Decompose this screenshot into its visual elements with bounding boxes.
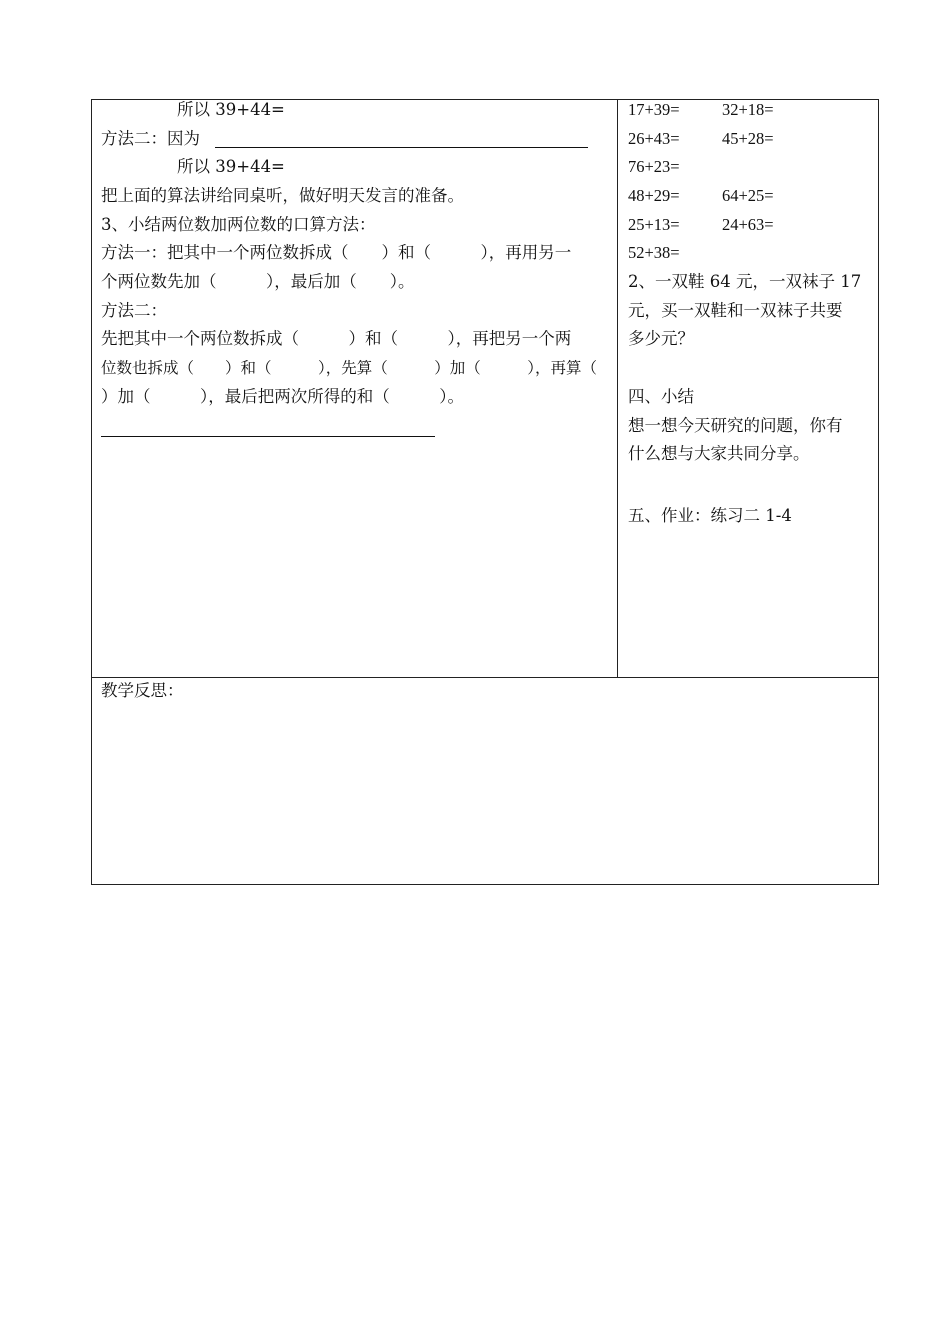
- exercise-item: 26+43=: [628, 129, 680, 148]
- section-heading: 四、小结: [628, 387, 694, 406]
- exercise-item: 45+28=: [722, 129, 774, 148]
- text-line: 个两位数先加（ ），最后加（ ）。: [101, 272, 415, 291]
- summary-line: 什么想与大家共同分享。: [628, 444, 810, 463]
- exercise-item: 64+25=: [722, 186, 774, 205]
- word-problem-line: 多少元？: [628, 329, 694, 348]
- text-line: 方法一：把其中一个两位数拆成（ ）和（ ），再用另一: [101, 243, 572, 262]
- reflection-label: 教学反思：: [101, 681, 184, 700]
- exercise-item: 32+18=: [722, 100, 774, 119]
- exercise-item: 52+38=: [628, 243, 680, 262]
- text-line: 方法二：因为: [101, 129, 200, 148]
- exercise-item: 48+29=: [628, 186, 680, 205]
- text-line: 把上面的算法讲给同桌听，做好明天发言的准备。: [101, 186, 464, 205]
- answer-blank-line: [101, 436, 435, 437]
- exercise-item: 17+39=: [628, 100, 680, 119]
- text-line: 所以 39+44=: [177, 100, 285, 119]
- exercise-item: 24+63=: [722, 215, 774, 234]
- table-row-divider: [91, 677, 879, 678]
- summary-line: 想一想今天研究的问题，你有: [628, 416, 843, 435]
- text-line: 所以 39+44=: [177, 157, 285, 176]
- exercise-item: 25+13=: [628, 215, 680, 234]
- word-problem-line: 2、一双鞋 64 元，一双袜子 17: [628, 272, 862, 291]
- exercise-item: 76+23=: [628, 157, 680, 176]
- text-line: 先把其中一个两位数拆成（ ）和（ ），再把另一个两: [101, 329, 572, 348]
- text-line: ）加（ ），最后把两次所得的和（ ）。: [101, 387, 464, 406]
- text-line: 3、小结两位数加两位数的口算方法：: [101, 215, 376, 234]
- table-column-divider: [617, 99, 618, 677]
- answer-blank-line: [215, 147, 588, 148]
- word-problem-line: 元，买一双鞋和一双袜子共要: [628, 301, 843, 320]
- text-line: 位数也拆成（ ）和（ ），先算（ ）加（ ），再算（: [101, 359, 598, 377]
- text-line: 方法二：: [101, 301, 167, 320]
- homework-line: 五、作业：练习二 1-4: [628, 506, 792, 525]
